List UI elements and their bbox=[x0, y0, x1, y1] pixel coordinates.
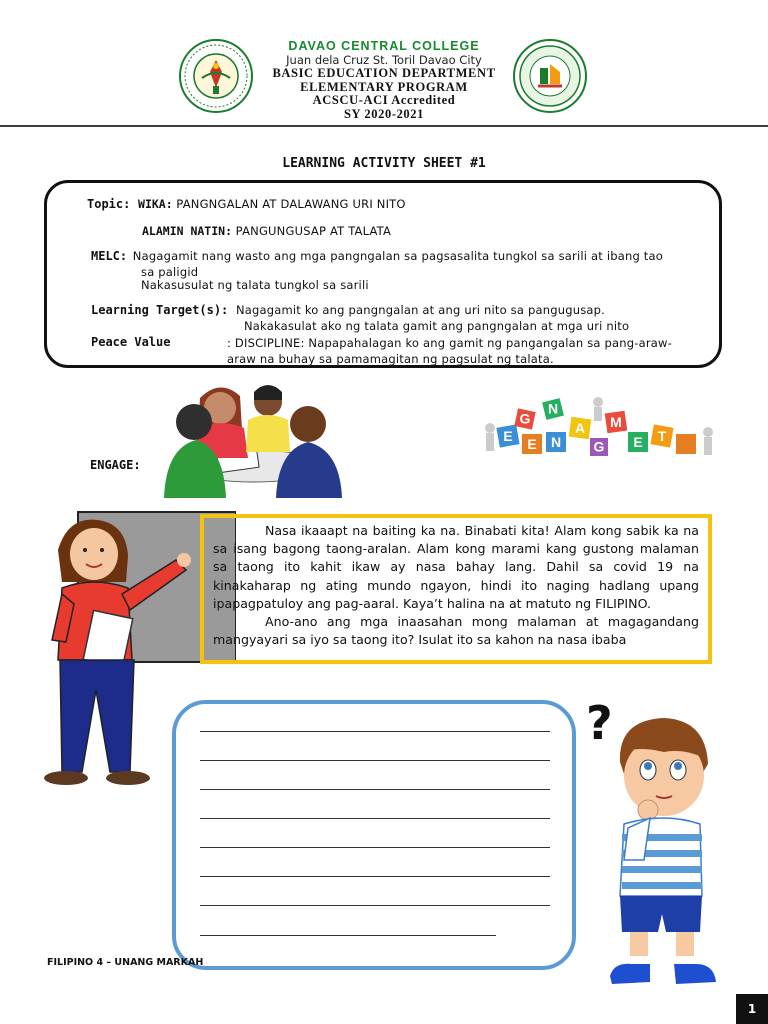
writing-line-6[interactable] bbox=[200, 876, 550, 877]
topic-label: Topic: bbox=[87, 197, 131, 211]
school-year: SY 2020-2021 bbox=[343, 106, 424, 121]
thinking-boy-illustration bbox=[584, 696, 734, 1000]
wika-label: WIKA: bbox=[138, 197, 173, 211]
answer-writing-box[interactable] bbox=[172, 700, 576, 970]
peace-value-label: Peace Value bbox=[91, 335, 171, 349]
engagement-block-letter: G bbox=[519, 410, 531, 427]
peace-value-line-1: : DISCIPLINE: Napapahalagan ko ang gamit ng pangangalan sa pang-araw- bbox=[227, 336, 672, 350]
accreditation-text: ACSCU-ACI Accredited bbox=[312, 93, 456, 107]
writing-line-4[interactable] bbox=[200, 818, 550, 819]
learning-target-label: Learning Target(s): bbox=[91, 303, 229, 317]
header-divider bbox=[0, 125, 768, 127]
intro-passage-box bbox=[200, 514, 712, 664]
engagement-block-letter: T bbox=[657, 428, 667, 444]
learning-target-line-2: Nakakasulat ako ng talata gamit ang pangngalan at mga uri nito bbox=[244, 319, 630, 333]
page-number: 1 bbox=[736, 994, 768, 1024]
writing-line-8[interactable] bbox=[200, 935, 496, 936]
writing-line-5[interactable] bbox=[200, 847, 550, 848]
engagement-block-letter: G bbox=[593, 438, 605, 455]
sheet-title: LEARNING ACTIVITY SHEET #1 bbox=[282, 156, 486, 171]
department-seal-right-logo bbox=[512, 38, 588, 114]
program-name: ELEMENTARY PROGRAM bbox=[300, 79, 468, 94]
footer-label: FILIPINO 4 – UNANG MARKAH bbox=[47, 957, 204, 968]
melc-label: MELC: bbox=[91, 249, 128, 263]
students-group-illustration bbox=[158, 378, 344, 498]
passage-paragraph-1: Nasa ikaaapt na baiting ka na. Binabati kita! Alam kong sabik ka na sa isang bagong taong-aralan. Alam kong marami kang gustong malaman sa taong ito kahit ikaw ay nasa bahay lang. Dahil sa covid 19 na kinakaharap ng ating mundo ngayon, hindi ito naging hadlang upang ipapagpatuloy ang pag-aaral. Kaya’t halina na at matuto ng FILIPINO. bbox=[213, 523, 699, 611]
writing-line-7[interactable] bbox=[200, 905, 550, 906]
engagement-block-letter: N bbox=[550, 434, 562, 450]
peace-value-line-2: araw na buhay sa pamamagitan ng pagsulat ng talata. bbox=[227, 352, 554, 366]
writing-line-2[interactable] bbox=[200, 760, 550, 761]
wika-value: PANGNGALAN AT DALAWANG URI NITO bbox=[176, 197, 406, 211]
melc-line-1: Nagagamit nang wasto ang mga pangngalan sa pagsasalita tungkol sa sarili at ibang tao bbox=[132, 249, 663, 263]
writing-line-3[interactable] bbox=[200, 789, 550, 790]
engagement-block-letter: A bbox=[574, 420, 586, 436]
alamin-label: ALAMIN NATIN: bbox=[142, 224, 233, 238]
engagement-block-letter: N bbox=[547, 400, 559, 417]
school-seal-left-logo bbox=[178, 38, 254, 114]
alamin-value: PANGUNGUSAP AT TALATA bbox=[235, 224, 392, 238]
school-address: Juan dela Cruz St. Toril Davao City bbox=[286, 52, 482, 67]
melc-line-3: Nakasusulat ng talata tungkol sa sarili bbox=[141, 278, 369, 292]
engagement-block-letter: M bbox=[610, 414, 622, 430]
engage-label: ENGAGE: bbox=[90, 458, 141, 472]
writing-line-1[interactable] bbox=[200, 731, 550, 732]
learning-target-line-1: Nagagamit ko ang pangngalan at ang uri nito sa pangugusap. bbox=[235, 303, 605, 317]
engagement-blocks-illustration bbox=[478, 388, 728, 460]
melc-line-2: sa paligid bbox=[141, 265, 199, 279]
department-name: BASIC EDUCATION DEPARTMENT bbox=[272, 66, 496, 80]
engagement-block-letter: E bbox=[527, 436, 537, 452]
school-name: DAVAO CENTRAL COLLEGE bbox=[288, 39, 480, 53]
lesson-info-box bbox=[44, 180, 722, 368]
passage-paragraph-2: Ano-ano ang mga inaasahan mong malaman at magagandang mangyayari sa iyo sa taong ito? Isulat ito sa kahon na nasa ibaba bbox=[213, 614, 699, 648]
engagement-block-letter: E bbox=[633, 434, 643, 450]
engagement-block-letter: E bbox=[503, 428, 513, 444]
question-mark-icon: ? bbox=[586, 696, 613, 750]
